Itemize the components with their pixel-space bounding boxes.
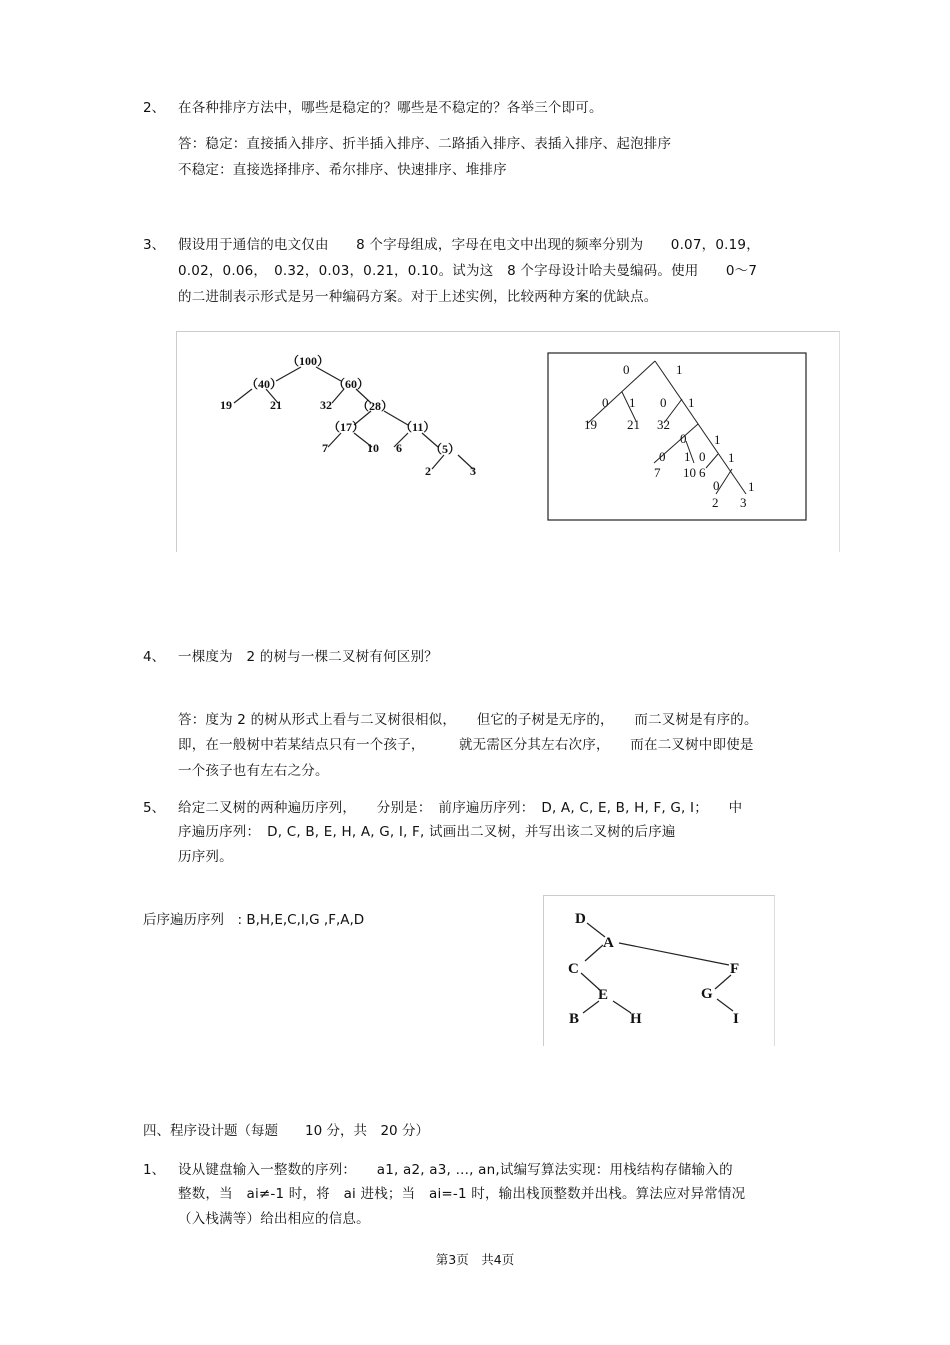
q4-answer-line-2: 即，在一般树中若某结点只有一个孩子， 就无需区分其左右次序， 而在二叉树中即使是	[178, 737, 754, 753]
code-tree-frame	[548, 353, 806, 520]
code-bit-1-n17: 1	[684, 449, 691, 464]
p1-line-3: （入栈满等）给出相应的信息。	[178, 1211, 370, 1227]
huffman-leaf-2: 2	[425, 464, 431, 478]
q3-line-2: 0.02，0.06， 0.32，0.03，0.21，0.10。试为这 8 个字母设计哈夫曼编码。使用 0～7	[178, 263, 758, 279]
q4-answer-line-3: 一个孩子也有左右之分。	[178, 763, 329, 779]
huffman-leaf-32: 32	[320, 398, 332, 412]
code-bit-0-root: 0	[623, 362, 630, 377]
code-leaf-3: 3	[740, 495, 747, 510]
code-bit-1-n28: 1	[714, 432, 721, 447]
huffman-leaf-21: 21	[270, 398, 282, 412]
p1-line-1: 设从键盘输入一整数的序列： a1, a2, a3, …, an,试编写算法实现：用栈结构存储输入的	[178, 1162, 733, 1178]
code-tree-labels	[584, 362, 755, 510]
code-leaf-10: 10	[683, 465, 696, 480]
q4-number: 4、	[143, 649, 166, 665]
q5-line-2: 序遍历序列： D, C, B, E, H, A, G, I, F, 试画出二叉树，并写出该二叉树的后序遍	[178, 824, 676, 840]
code-bit-0-n28: 0	[680, 431, 687, 446]
code-leaf-2: 2	[712, 495, 719, 510]
q2-answer-stable: 答：稳定：直接插入排序、折半插入排序、二路插入排序、表插入排序、起泡排序	[178, 136, 672, 152]
tree-node-b: B	[569, 1011, 580, 1027]
q3-number: 3、	[143, 237, 166, 253]
tree-node-f: F	[730, 961, 740, 977]
code-bit-0-n5: 0	[713, 478, 720, 493]
tree-node-c: C	[568, 961, 579, 977]
code-leaf-7: 7	[654, 465, 661, 480]
q2-number: 2、	[143, 100, 166, 116]
huffman-node-60: （60）	[333, 377, 370, 391]
tree-node-g: G	[701, 986, 713, 1002]
code-bit-1-root: 1	[676, 362, 683, 377]
code-leaf-32: 32	[657, 417, 670, 432]
huffman-node-17: （17）	[328, 420, 365, 434]
huffman-leaf-7: 7	[322, 441, 328, 455]
huffman-leaf-19: 19	[220, 398, 232, 412]
code-bit-0-n11: 0	[699, 449, 706, 464]
q5-line-1: 给定二叉树的两种遍历序列， 分别是： 前序遍历序列： D, A, C, E, B, H, F, G, I； 中	[178, 800, 743, 816]
code-bit-1-right: 1	[688, 395, 695, 410]
q3-line-3: 的二进制表示形式是另一种编码方案。对于上述实例，比较两种方案的优缺点。	[178, 289, 658, 305]
code-bit-0-right: 0	[660, 395, 667, 410]
huffman-leaf-3: 3	[470, 464, 476, 478]
code-bit-1-left: 1	[629, 395, 636, 410]
huffman-node-100: （100）	[287, 354, 330, 368]
code-bit-0-left: 0	[602, 395, 609, 410]
binary-tree-figure	[543, 895, 775, 1047]
q2-answer-unstable: 不稳定：直接选择排序、希尔排序、快速排序、堆排序	[178, 162, 507, 178]
huffman-leaf-10: 10	[367, 441, 379, 455]
huffman-node-11: （11）	[400, 420, 436, 434]
huffman-node-5: （5）	[430, 442, 461, 456]
tree-node-h: H	[630, 1011, 642, 1027]
q5-line-3: 历序列。	[178, 849, 233, 865]
code-leaf-19: 19	[584, 417, 597, 432]
huffman-leaf-6: 6	[396, 441, 402, 455]
q2-question: 在各种排序方法中，哪些是稳定的？哪些是不稳定的？各举三个即可。	[178, 100, 603, 116]
tree-node-d: D	[575, 911, 586, 927]
p1-line-2: 整数，当 ai≠-1 时，将 ai 进栈；当 ai=-1 时，输出栈顶整数并出栈。算法应对异常情况	[178, 1186, 746, 1202]
q5-number: 5、	[143, 800, 166, 816]
tree-node-e: E	[598, 987, 609, 1003]
code-leaf-21: 21	[627, 417, 640, 432]
huffman-weight-labels	[220, 353, 476, 478]
section-4-title: 四、程序设计题（每题 10 分，共 20 分）	[143, 1123, 429, 1139]
code-bit-1-n5: 1	[748, 479, 755, 494]
q4-question: 一棵度为 2 的树与一棵二叉树有何区别？	[178, 649, 438, 665]
code-bit-0-n17: 0	[659, 449, 666, 464]
huffman-node-28: （28）	[357, 399, 394, 413]
huffman-node-40: （40）	[246, 377, 283, 391]
page-footer: 第3页 共4页	[435, 1252, 515, 1267]
tree-node-a: A	[603, 935, 614, 951]
q4-answer-line-1: 答：度为 2 的树从形式上看与二叉树很相似， 但它的子树是无序的， 而二叉树是有序的。	[178, 712, 758, 728]
q3-line-1: 假设用于通信的电文仅由 8 个字母组成，字母在电文中出现的频率分别为 0.07，0.19，	[178, 237, 760, 253]
p1-number: 1、	[143, 1162, 166, 1178]
q5-postorder-answer: 后序遍历序列 : B,H,E,C,I,G ,F,A,D	[143, 912, 365, 928]
tree-node-i: I	[733, 1011, 739, 1027]
code-bit-1-n11: 1	[728, 450, 735, 465]
code-leaf-6: 6	[699, 465, 706, 480]
huffman-figure	[176, 331, 838, 551]
